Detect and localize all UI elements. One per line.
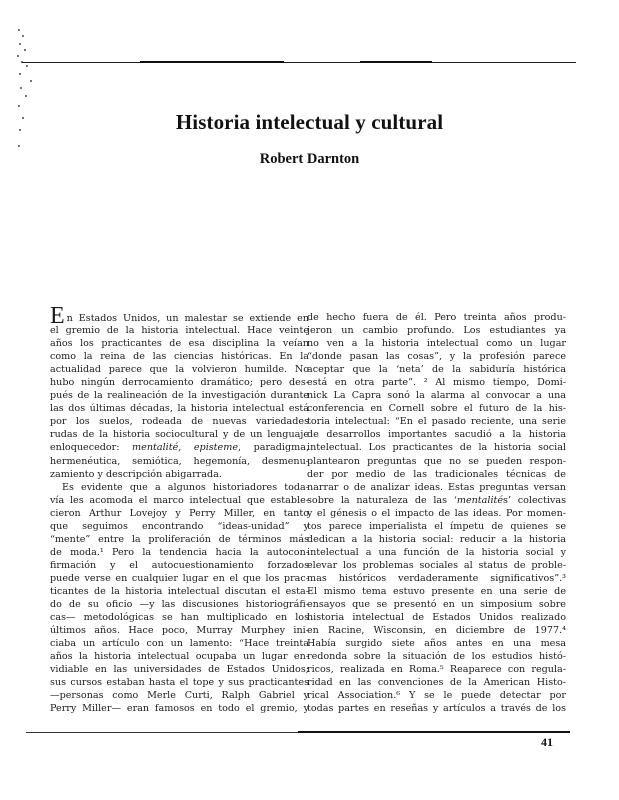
text-line: [50, 389, 309, 402]
text-line: [307, 402, 566, 415]
text-line-content: vía les acomoda el marco intelectual que estable-: [50, 494, 309, 506]
page-number: 41: [541, 735, 553, 749]
text-line: [50, 402, 309, 415]
text-line-content: narrar o de analizar ideas. Estas preguntas versan: [307, 481, 566, 493]
text-line-content: por los suelos, rodeada de nuevas variedades: [50, 416, 309, 428]
text-line-content: ridad en las convenciones de la American Histo-: [307, 677, 566, 689]
text-line: [50, 303, 309, 329]
text-line-content: está en otra parte”. ² Al mismo tiempo, Domi-: [307, 377, 566, 389]
text-line: [307, 468, 566, 481]
text-line: [50, 481, 309, 494]
text-line-content: las dos últimas décadas, la historia intelectual está: [50, 403, 309, 415]
text-line: [307, 689, 566, 702]
text-line: [50, 650, 309, 663]
text-line-content: cas— metodológicas se han multiplicado en los: [50, 612, 309, 624]
text-line-content: y el génesis o el impacto de las ideas. Por momen-: [307, 507, 566, 519]
text-line-content: cieron Arthur Lovejoy y Perry Miller, en tanto: [50, 507, 309, 519]
text-line-content: puede verse en cualquier lugar en el que los prac-: [50, 572, 309, 584]
text-line-content: jeron un cambio profundo. Los estudiantes ya: [307, 325, 566, 337]
text-line: [50, 546, 309, 559]
text-line-content: en Racine, Wisconsin, en diciembre de 1977.⁴: [307, 625, 566, 637]
text-line: [307, 350, 566, 363]
text-line-content: rical Association.⁶ Y se le puede detectar por: [307, 690, 566, 702]
text-line: [50, 676, 309, 689]
text-line: [50, 663, 309, 676]
text-line-content: últimos años. Hace poco, Murray Murphey ini-: [50, 625, 309, 637]
text-line-content: hubo ningún derrocamiento dramático; pero des-: [50, 377, 309, 389]
text-line: [307, 363, 566, 376]
text-line-content: hermenéutica, semiótica, hegemonía, desmenu-: [50, 455, 309, 467]
scan-noise: [16, 25, 38, 155]
text-line: [50, 572, 309, 585]
text-line-content: do de su oficio —y las discusiones historiográfi-: [50, 599, 309, 611]
text-line-content: ensayos que se presentó en un simposium sobre: [307, 599, 566, 611]
text-line: [50, 585, 309, 598]
text-line: [50, 611, 309, 624]
text-line-content: toria intelectual: “En el pasado reciente, una serie: [307, 416, 566, 428]
drop-cap: E: [50, 303, 65, 329]
text-line: [50, 455, 309, 468]
text-line: [50, 350, 309, 363]
text-line: [50, 598, 309, 611]
text-line: [307, 311, 566, 324]
text-line-content: vidiable en las universidades de Estados Unidos;: [50, 664, 309, 676]
footer-rule-thick-segment: [298, 731, 570, 733]
article-author: Robert Darnton: [259, 151, 360, 167]
text-line-content: “mente” entre la proliferación de términos más: [50, 533, 309, 545]
text-line: [50, 624, 309, 637]
text-line-content: historia intelectual de Estados Unidos realizado: [307, 612, 566, 624]
text-line: [50, 376, 309, 389]
text-line: [50, 702, 309, 715]
text-line: [50, 507, 309, 520]
text-line-content: el gremio de la historia intelectual. Hace veinte: [50, 325, 309, 337]
text-line-content: pués de la realineación de la investigación durante: [50, 390, 309, 402]
text-line-content: ticantes de la historia intelectual discutan el esta-: [50, 585, 309, 597]
text-line-content: enloquecedor: mentalité, episteme, paradigma,: [50, 442, 309, 454]
text-line: [307, 389, 566, 402]
text-line-content: El mismo tema estuvo presente en una serie de: [307, 585, 566, 597]
footer-rule: [26, 732, 570, 733]
text-line: [50, 468, 309, 481]
text-line-content: rudas de la historia sociocultural y de un lenguaje: [50, 429, 309, 441]
text-line-content: dedican a la historia social: reducir a la historia: [307, 533, 566, 545]
text-line-content: mas históricos verdaderamente significativos”.³: [307, 572, 566, 584]
text-line: [50, 337, 309, 350]
right-column: [307, 311, 566, 715]
header-rule: [22, 62, 576, 63]
text-line: [307, 585, 566, 598]
text-line: [307, 428, 566, 441]
text-line: [307, 441, 566, 454]
text-line: [307, 533, 566, 546]
text-line: [307, 611, 566, 624]
text-line-content: tos parece imperialista el ímpetu de quienes se: [307, 520, 566, 532]
text-line: [307, 337, 566, 350]
text-line: [307, 546, 566, 559]
header-rule-thick-segment: [140, 61, 284, 63]
text-line: [307, 481, 566, 494]
text-line: [50, 637, 309, 650]
text-line-content: ciaba un artículo con un lamento: “Hace treinta: [50, 638, 309, 650]
text-line: [307, 702, 566, 715]
text-line-content: años los practicantes de esa disciplina la veían: [50, 338, 309, 350]
text-line-content: firmación y el autocuestionamiento forzados: [50, 559, 309, 571]
text-line-content: de moda.¹ Pero la tendencia hacia la autocon-: [50, 546, 309, 558]
text-line: [50, 533, 309, 546]
text-line-content: como la reina de las ciencias históricas. En la: [50, 351, 309, 363]
text-line-content: no ven a la historia intelectual como un lugar: [307, 338, 566, 350]
text-line: [50, 363, 309, 376]
text-line-content: elevar los problemas sociales al status de proble-: [307, 559, 566, 571]
text-line: [307, 663, 566, 676]
text-line-content: —personas como Merle Curti, Ralph Gabriel y: [50, 690, 309, 702]
text-line: [50, 324, 309, 337]
text-line-content: actualidad parece que la volvieron humilde. No: [50, 364, 309, 376]
text-line: [307, 650, 566, 663]
text-line: [307, 507, 566, 520]
text-line-content: der por medio de las tradicionales técnicas de: [307, 468, 566, 480]
text-line-content: plantearon preguntas que no se pueden respon-: [307, 455, 566, 467]
text-line-content: intelectual. Los practicantes de la historia social: [307, 442, 566, 454]
text-line-content: Había surgido siete años antes en una mesa: [307, 638, 566, 650]
text-line-content: de hecho fuera de él. Pero treinta años produ-: [307, 312, 566, 323]
text-line-content: conferencia en Cornell sobre el futuro de la his-: [307, 403, 566, 415]
text-line: [50, 415, 309, 428]
text-line: [307, 559, 566, 572]
text-line-content: “donde pasan las cosas”, y la profesión parece: [307, 351, 566, 363]
text-line-content: n Estados Unidos, un malestar se extiende en: [66, 313, 309, 324]
text-line: [50, 494, 309, 507]
text-line: [307, 676, 566, 689]
header-rule-thick-segment: [360, 61, 432, 63]
text-line-content: zamiento y descripción abigarrada.: [50, 468, 222, 480]
text-line-content: nick La Capra sonó la alarma al convocar a una: [307, 390, 566, 402]
text-line: [307, 324, 566, 337]
text-line: [50, 559, 309, 572]
article-title: Historia intelectual y cultural: [175, 110, 444, 134]
text-line: [50, 441, 309, 454]
text-line: [307, 494, 566, 507]
text-line-content: todas partes en reseñas y artículos a través de los: [307, 703, 566, 715]
text-line-content: que seguimos encontrando “ideas-unidad” y: [50, 520, 309, 532]
left-column: [50, 303, 309, 715]
text-line: [307, 598, 566, 611]
text-line-content: ricos, realizada en Roma.⁵ Reaparece con regula-: [307, 664, 566, 676]
text-line: [307, 520, 566, 533]
text-line-content: sus cursos estaban hasta el tope y sus practicantes: [50, 677, 309, 689]
text-line-content: Perry Miller— eran famosos en todo el gremio, y: [50, 703, 309, 715]
text-line: [307, 624, 566, 637]
text-line: [307, 376, 566, 389]
text-line: [50, 428, 309, 441]
text-line-content: aceptar que la ‘neta’ de la sabiduría histórica: [307, 364, 566, 376]
text-line: [307, 415, 566, 428]
text-line-content: intelectual a una función de la historia social y: [307, 546, 566, 558]
text-line: [307, 455, 566, 468]
text-line-content: sobre la naturaleza de las ‘mentalités’ colectivas: [307, 494, 566, 506]
text-line: [50, 520, 309, 533]
text-line: [307, 637, 566, 650]
text-line-content: redonda sobre la situación de los estudios histó-: [307, 651, 566, 663]
text-line: [50, 689, 309, 702]
text-line-content: Es evidente que a algunos historiadores toda-: [62, 481, 309, 493]
text-line: [307, 572, 566, 585]
text-line-content: años la historia intelectual ocupaba un lugar en-: [50, 651, 309, 663]
text-line-content: de desarrollos importantes sacudió a la historia: [307, 429, 566, 441]
